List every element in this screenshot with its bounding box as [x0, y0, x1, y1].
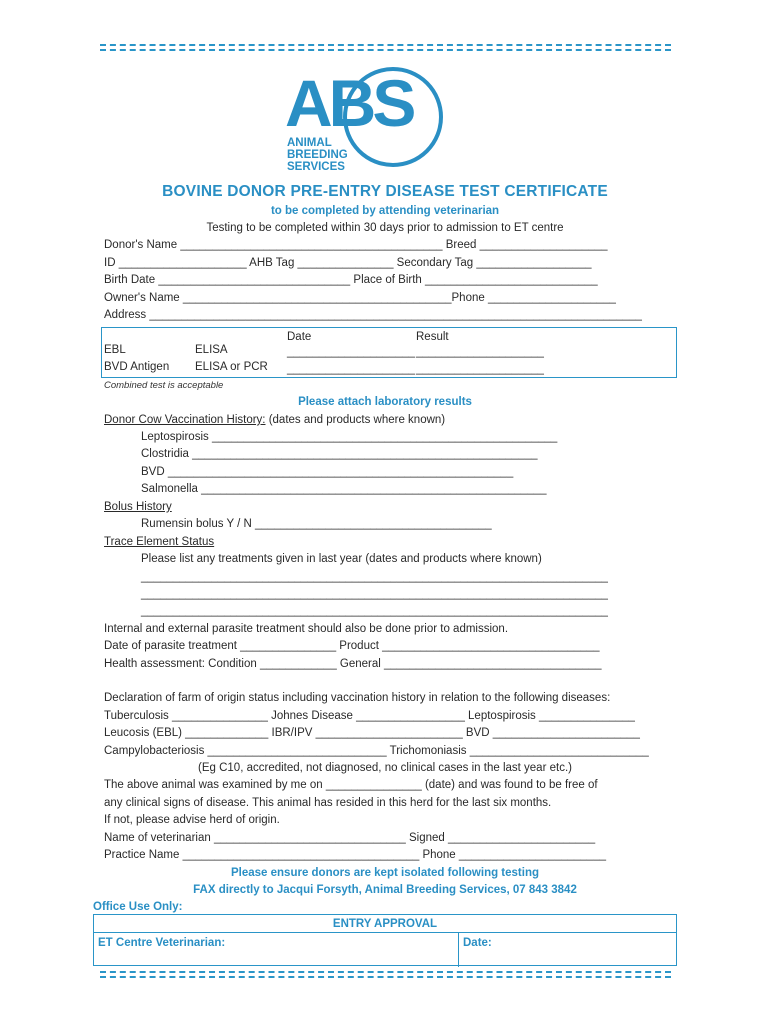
vacc-bvd-field[interactable]: BVD ______________________________________________________ [141, 466, 514, 478]
birth-field[interactable]: Birth Date ______________________________ Place of Birth ___________________________ [104, 274, 598, 286]
donor-name-field[interactable]: Donor's Name _________________________________________ Breed ____________________ [104, 239, 608, 251]
combined-test-note: Combined test is acceptable [104, 380, 224, 391]
table-divider [458, 933, 459, 967]
test-name: EBL [104, 344, 126, 356]
exam-line2: any clinical signs of disease. This animal has resided in this herd for the last six months. [104, 797, 552, 809]
vaccination-heading-label: Donor Cow Vaccination History: [104, 414, 266, 426]
entry-approval-header: ENTRY APPROVAL [94, 915, 676, 933]
exam-line1[interactable]: The above animal was examined by me on _______________ (date) and was found to be free of [104, 779, 598, 791]
test-result-field[interactable]: ____________________ [416, 346, 544, 358]
logo-line1: ANIMAL [287, 137, 332, 149]
owner-field[interactable]: Owner's Name __________________________________________Phone ____________________ [104, 292, 616, 304]
test-name: BVD Antigen [104, 361, 170, 373]
declaration-line1[interactable]: Tuberculosis _______________ Johnes Disease _________________ Leptospirosis _______________ [104, 710, 635, 722]
declaration-line3[interactable]: Campylobacteriosis ____________________________ Trichomoniasis ____________________________ [104, 745, 649, 757]
declaration-example: (Eg C10, accredited, not diagnosed, no clinical cases in the last year etc.) [198, 762, 572, 774]
address-field[interactable]: Address _____________________________________________________________________________ [104, 309, 642, 321]
office-use-label: Office Use Only: [93, 901, 183, 913]
col-date-header: Date [287, 331, 312, 343]
id-field[interactable]: ID ____________________ AHB Tag _______________ Secondary Tag __________________ [104, 257, 592, 269]
col-result-header: Result [416, 331, 449, 343]
trace-text: Please list any treatments given in last year (dates and products where known) [141, 553, 542, 565]
declaration-line2[interactable]: Leucosis (EBL) _____________ IBR/IPV _______________________ BVD _______________________ [104, 727, 640, 739]
test-date-field[interactable]: ____________________ [287, 363, 415, 375]
vet-name-field[interactable]: Name of veterinarian ______________________________ Signed _______________________ [104, 832, 596, 844]
bottom-dashed-border [100, 971, 671, 978]
logo-big-text: ABS [285, 66, 413, 140]
page-title: BOVINE DONOR PRE-ENTRY DISEASE TEST CERTIFICATE [162, 183, 608, 200]
bolus-heading: Bolus History [104, 501, 172, 513]
subtitle: to be completed by attending veterinarian [270, 205, 500, 217]
logo-line2: BREEDING [287, 149, 348, 161]
parasite-note: Internal and external parasite treatment should also be done prior to admission. [104, 623, 509, 635]
declaration-intro: Declaration of farm of origin status including vaccination history in relation to the following diseases: [104, 692, 611, 704]
exam-line3: If not, please advise herd of origin. [104, 814, 280, 826]
test-date-field[interactable]: ____________________ [287, 346, 415, 358]
vacc-salmonella-field[interactable]: Salmonella ______________________________________________________ [141, 483, 547, 495]
trace-blank-line[interactable]: _________________________________________________________________________ [141, 605, 608, 617]
vaccination-heading [104, 413, 445, 427]
test-method: ELISA [195, 344, 228, 356]
rumensin-field[interactable]: Rumensin bolus Y / N _____________________________________ [141, 518, 492, 530]
vaccination-heading-note: (dates and products where known) [265, 414, 446, 426]
office-use-table [93, 914, 677, 966]
trace-heading: Trace Element Status [104, 536, 215, 548]
parasite-treatment-field[interactable]: Date of parasite treatment _______________ Product __________________________________ [104, 640, 600, 652]
attach-notice: Please attach laboratory results [298, 396, 472, 408]
practice-name-field[interactable]: Practice Name _____________________________________ Phone _______________________ [104, 849, 606, 861]
trace-blank-line[interactable]: _________________________________________________________________________ [141, 571, 608, 583]
et-centre-vet-field[interactable]: ET Centre Veterinarian: [98, 937, 226, 949]
intro-text: Testing to be completed within 30 days prior to admission to ET centre [206, 222, 564, 234]
top-dashed-border [100, 44, 671, 51]
test-method: ELISA or PCR [195, 361, 268, 373]
abs-logo [283, 66, 453, 174]
vacc-lepto-field[interactable]: Leptospirosis ______________________________________________________ [141, 431, 558, 443]
vacc-clostridia-field[interactable]: Clostridia ______________________________________________________ [141, 448, 538, 460]
fax-notice: FAX directly to Jacqui Forsyth, Animal Breeding Services, 07 843 3842 [193, 884, 577, 896]
trace-blank-line[interactable]: _________________________________________________________________________ [141, 588, 608, 600]
test-result-field[interactable]: ____________________ [416, 363, 544, 375]
health-assessment-field[interactable]: Health assessment: Condition ____________ General __________________________________ [104, 658, 602, 670]
logo-line3: SERVICES [287, 161, 345, 173]
approval-date-field[interactable]: Date: [463, 937, 492, 949]
isolation-notice: Please ensure donors are kept isolated following testing [230, 867, 540, 879]
